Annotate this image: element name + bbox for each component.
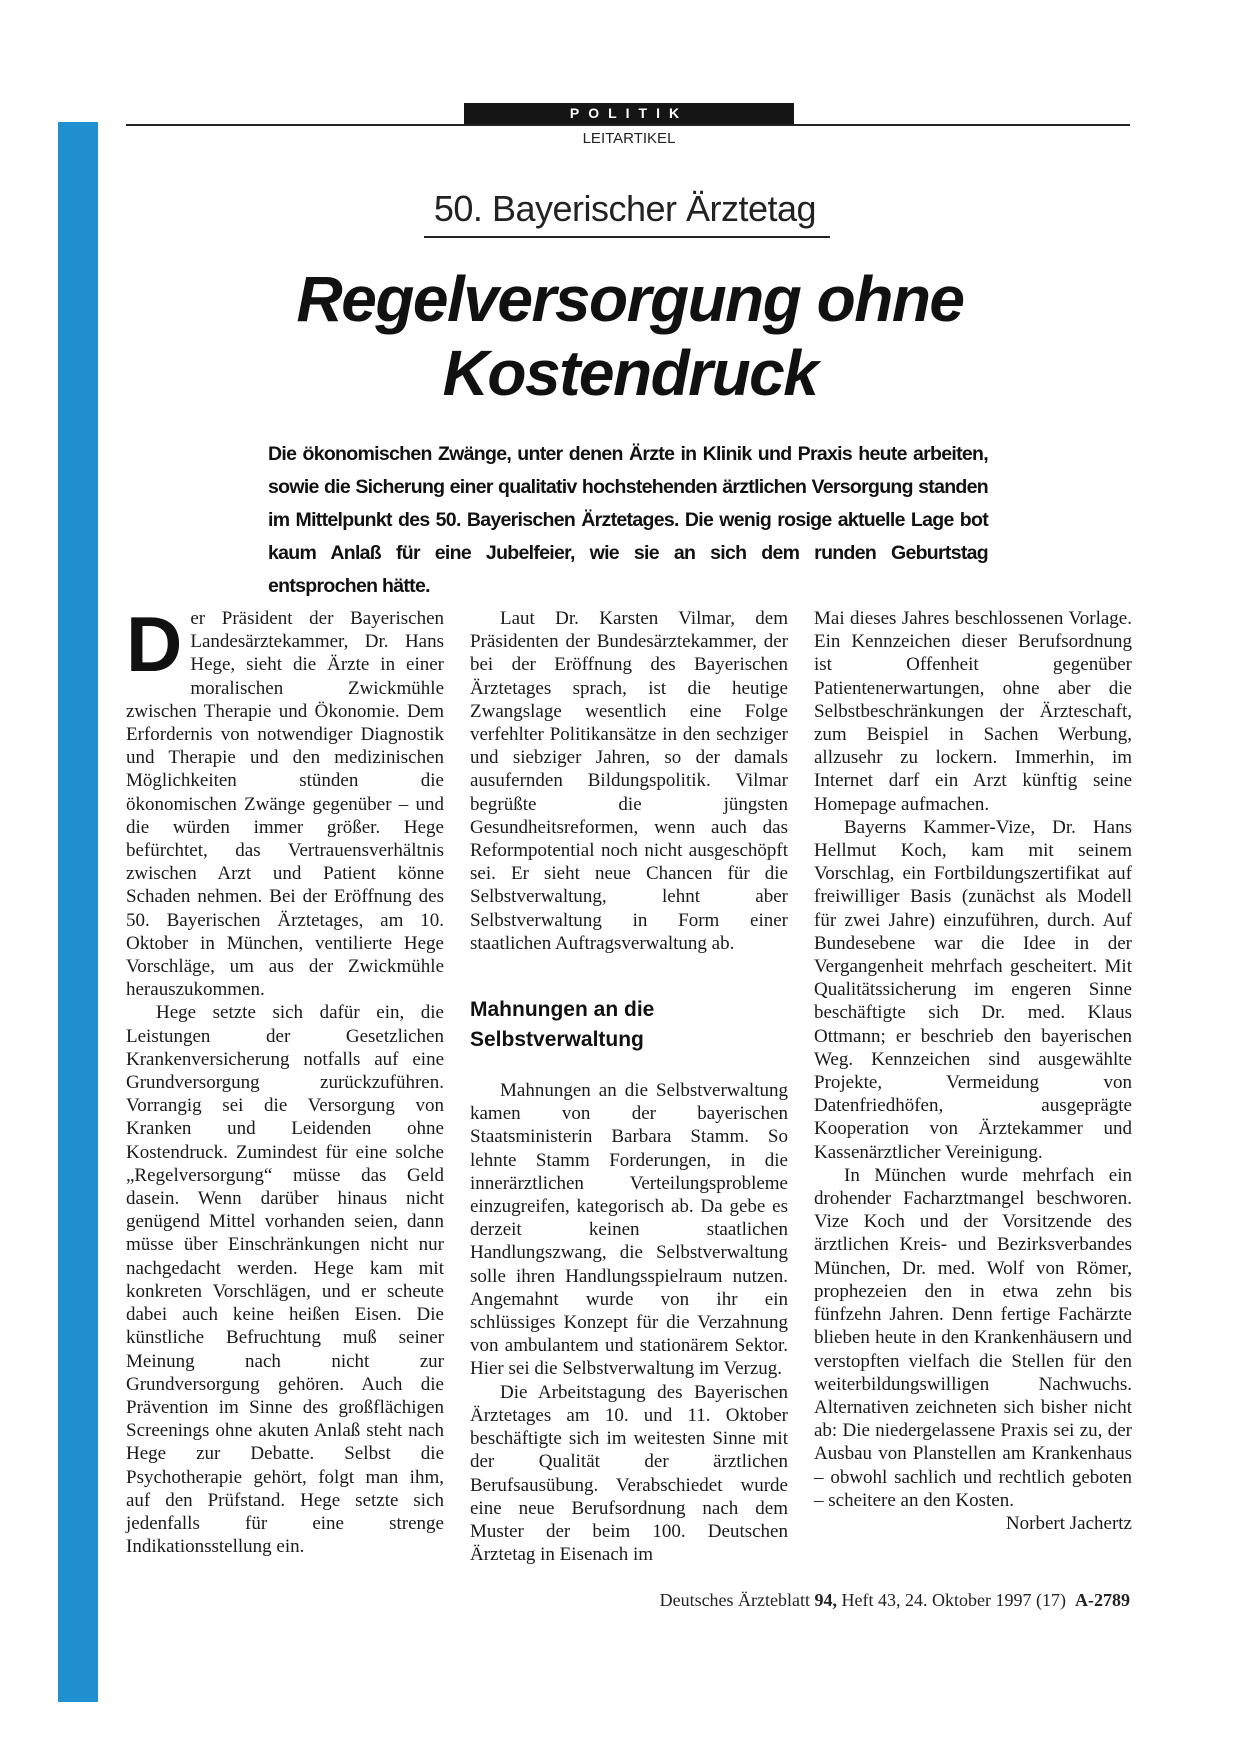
paragraph: Hege setzte sich dafür ein, die Leistungen der Gesetzlichen Krankenversicherung notfalls auf eine Grundversorgung zurückzuführen. Vorrangig sei die Versorgung von Kranken und Leidenden ohne Kostendruck. Zumindest für eine solche „Regelversorgung“ müsse das Geld dasein. Wenn darüber hinaus nicht genügend Mittel vorhanden seien, dann müsse über Einschränkungen nicht nur nachgedacht werden. Hege kam mit konkreten Vorschlägen, und er scheute dabei auch keine heißen Eisen. Die künstliche Befruchtung muß seiner Meinung nach nicht zur Grundversorgung gehören. Auch die Prävention im Sinne des großflächigen Screenings ohne akuten Anlaß steht nach Hege zur Debatte. Selbst die Psychotherapie gehört, folgt man ihm, auf den Prüfstand. Hege setzte sich jedenfalls für eine strenge Indikationsstellung ein. [126, 1002, 444, 1558]
paragraph-text: er Präsident der Bayerischen Landesärztekammer, Dr. Hans Hege, sieht die Ärzte in einer moralischen Zwickmühle zwischen Therapie und Ökonomie. Dem Erfordernis von notwendiger Diagnostik und Therapie und den medizinischen Möglichkeiten stünden die ökonomischen Zwänge gegenüber – und die würden immer größer. Hege befürchtet, das Vertrauensverhältnis zwischen Arzt und Patient könne Schaden nehmen. Bei der Eröffnung des 50. Bayerischen Ärztetages, am 10. Oktober in München, ventilierte Hege Vorschläge, um aus der Zwickmühle herauszukommen. [126, 608, 444, 1001]
paragraph: Laut Dr. Karsten Vilmar, dem Präsidenten der Bundesärztekammer, der bei der Eröffnung des Bayerischen Ärztetages sprach, ist die heutige Zwangslage wesentlich eine Folge verfehlter Politikansätze in den sechziger und siebziger Jahren, so der damals ausufernden Bildungspolitik. Vilmar begrüßte die jüngsten Gesundheitsreformen, wenn auch das Reformpotential noch nicht ausgeschöpft sei. Er sieht neue Chancen für die Selbstverwaltung, lehnt aber Selbstverwaltung in Form einer staatlichen Auftragsverwaltung ab. [470, 608, 788, 954]
paragraph [814, 1164, 1132, 1534]
paragraph: Bayerns Kammer-Vize, Dr. Hans Hellmut Koch, kam mit seinem Vorschlag, ein Fortbildungszertifikat auf freiwilliger Basis (zunächst als Modell für zwei Jahre) einzuführen, durch. Auf Bundesebene war die Idee in der Vergangenheit mehrfach gescheitert. Mit Qualitätssicherung im engeren Sinne beschäftigte sich Dr. med. Klaus Ottmann; er beschrieb den bayerischen Weg. Kennzeichen sind ausgewählte Projekte, Vermeidung von Datenfriedhöfen, ausgeprägte Kooperation von Ärztekammer und Kassenärztlicher Vereinigung. [814, 816, 1132, 1163]
paragraph-text: In München wurde mehrfach ein drohender Facharztmangel beschworen. Vize Koch und der Vorsitzende des ärztlichen Kreis- und Bezirksverbandes München, Dr. med. Wolf von Römer, prophezeien den in etwa zehn bis fünfzehn Jahren. Denn fertige Fachärzte blieben heute in den Krankenhäusern und verstopften vielfach die Stellen für den weiterbildungswilligen Nachwuchs. Alternativen zeichneten sich bisher nicht ab: Die niedergelassene Praxis sei zu, der Ausbau von Planstellen am Krankenhaus – obwohl sachlich und rechtlich geboten – scheitere an den Kosten. [814, 1164, 1132, 1511]
drop-cap: D [126, 600, 183, 688]
text-column-3 [814, 607, 1132, 1535]
author-byline: Norbert Jachertz [1005, 1512, 1132, 1534]
section-subhead: Mahnungen an die Selbstverwaltung [470, 998, 655, 1052]
paragraph [126, 600, 444, 1001]
headline-line-2: Kostendruck [442, 337, 818, 409]
color-sidebar [58, 122, 98, 1702]
paragraph: Die Arbeitstagung des Bayerischen Ärztetages am 10. und 11. Oktober beschäftigte sich im weitesten Sinne mit der Qualität der ärztlichen Berufsausübung. Verabschiedet wurde eine neue Berufsordnung nach dem Muster der beim 100. Deutschen Ärztetag in Eisenach im [470, 1381, 788, 1566]
kicker-underline [424, 236, 830, 238]
paragraph: Mai dieses Jahres beschlossenen Vorlage. Ein Kennzeichen dieser Berufsordnung ist Offenheit gegenüber Patientenerwartungen, ohne aber die Selbstbeschränkungen der Ärzteschaft, zum Beispiel in Sachen Werbung, allzusehr zu lockern. Immerhin, im Internet darf ein Arzt künftig seine Homepage aufmachen. [814, 608, 1132, 815]
text-column-1 [126, 600, 444, 1558]
article-lead: Die ökonomischen Zwänge, unter denen Ärzte in Klinik und Praxis heute arbeiten, sowie die Sicherung einer qualitativ hochstehenden ärztlichen Versorgung standen im Mittelpunkt des 50. Bayerischen Ärztetages. Die wenig rosige aktuelle Lage bot kaum Anlaß für eine Jubelfeier, wie sie an sich dem runden Geburtstag entsprochen hätte. [268, 443, 988, 597]
article-kicker: 50. Bayerischer Ärztetag [433, 188, 817, 229]
headline-line-1: Regelversorgung ohne [296, 263, 964, 335]
issue-date: Heft 43, 24. Oktober 1997 (17) [841, 1590, 1066, 1610]
page-footer [560, 1590, 1130, 1611]
page-number: A-2789 [1075, 1590, 1130, 1610]
journal-name: Deutsches Ärzteblatt [659, 1590, 811, 1610]
article-headline [240, 262, 1020, 410]
text-column-2 [470, 607, 788, 1566]
header-rule [126, 124, 1130, 126]
journal-volume: 94, [814, 1590, 838, 1610]
paragraph: Mahnungen an die Selbstverwaltung kamen von der bayerischen Staatsministerin Barbara Stamm. So lehnte Stamm Forderungen, in die innerärztlichen Verteilungsprobleme einzugreifen, kategorisch ab. Da gebe es derzeit keinen staatlichen Handlungszwang, die Selbstverwaltung solle ihren Handlungsspielraum nutzen. Angemahnt wurde von ihr ein schlüssiges Konzept für die Verzahnung von ambulantem und stationärem Sektor. Hier sei die Selbstverwaltung im Verzug. [470, 1080, 788, 1380]
section-label: POLITIK [464, 103, 794, 124]
subsection-label: LEITARTIKEL [582, 130, 676, 147]
